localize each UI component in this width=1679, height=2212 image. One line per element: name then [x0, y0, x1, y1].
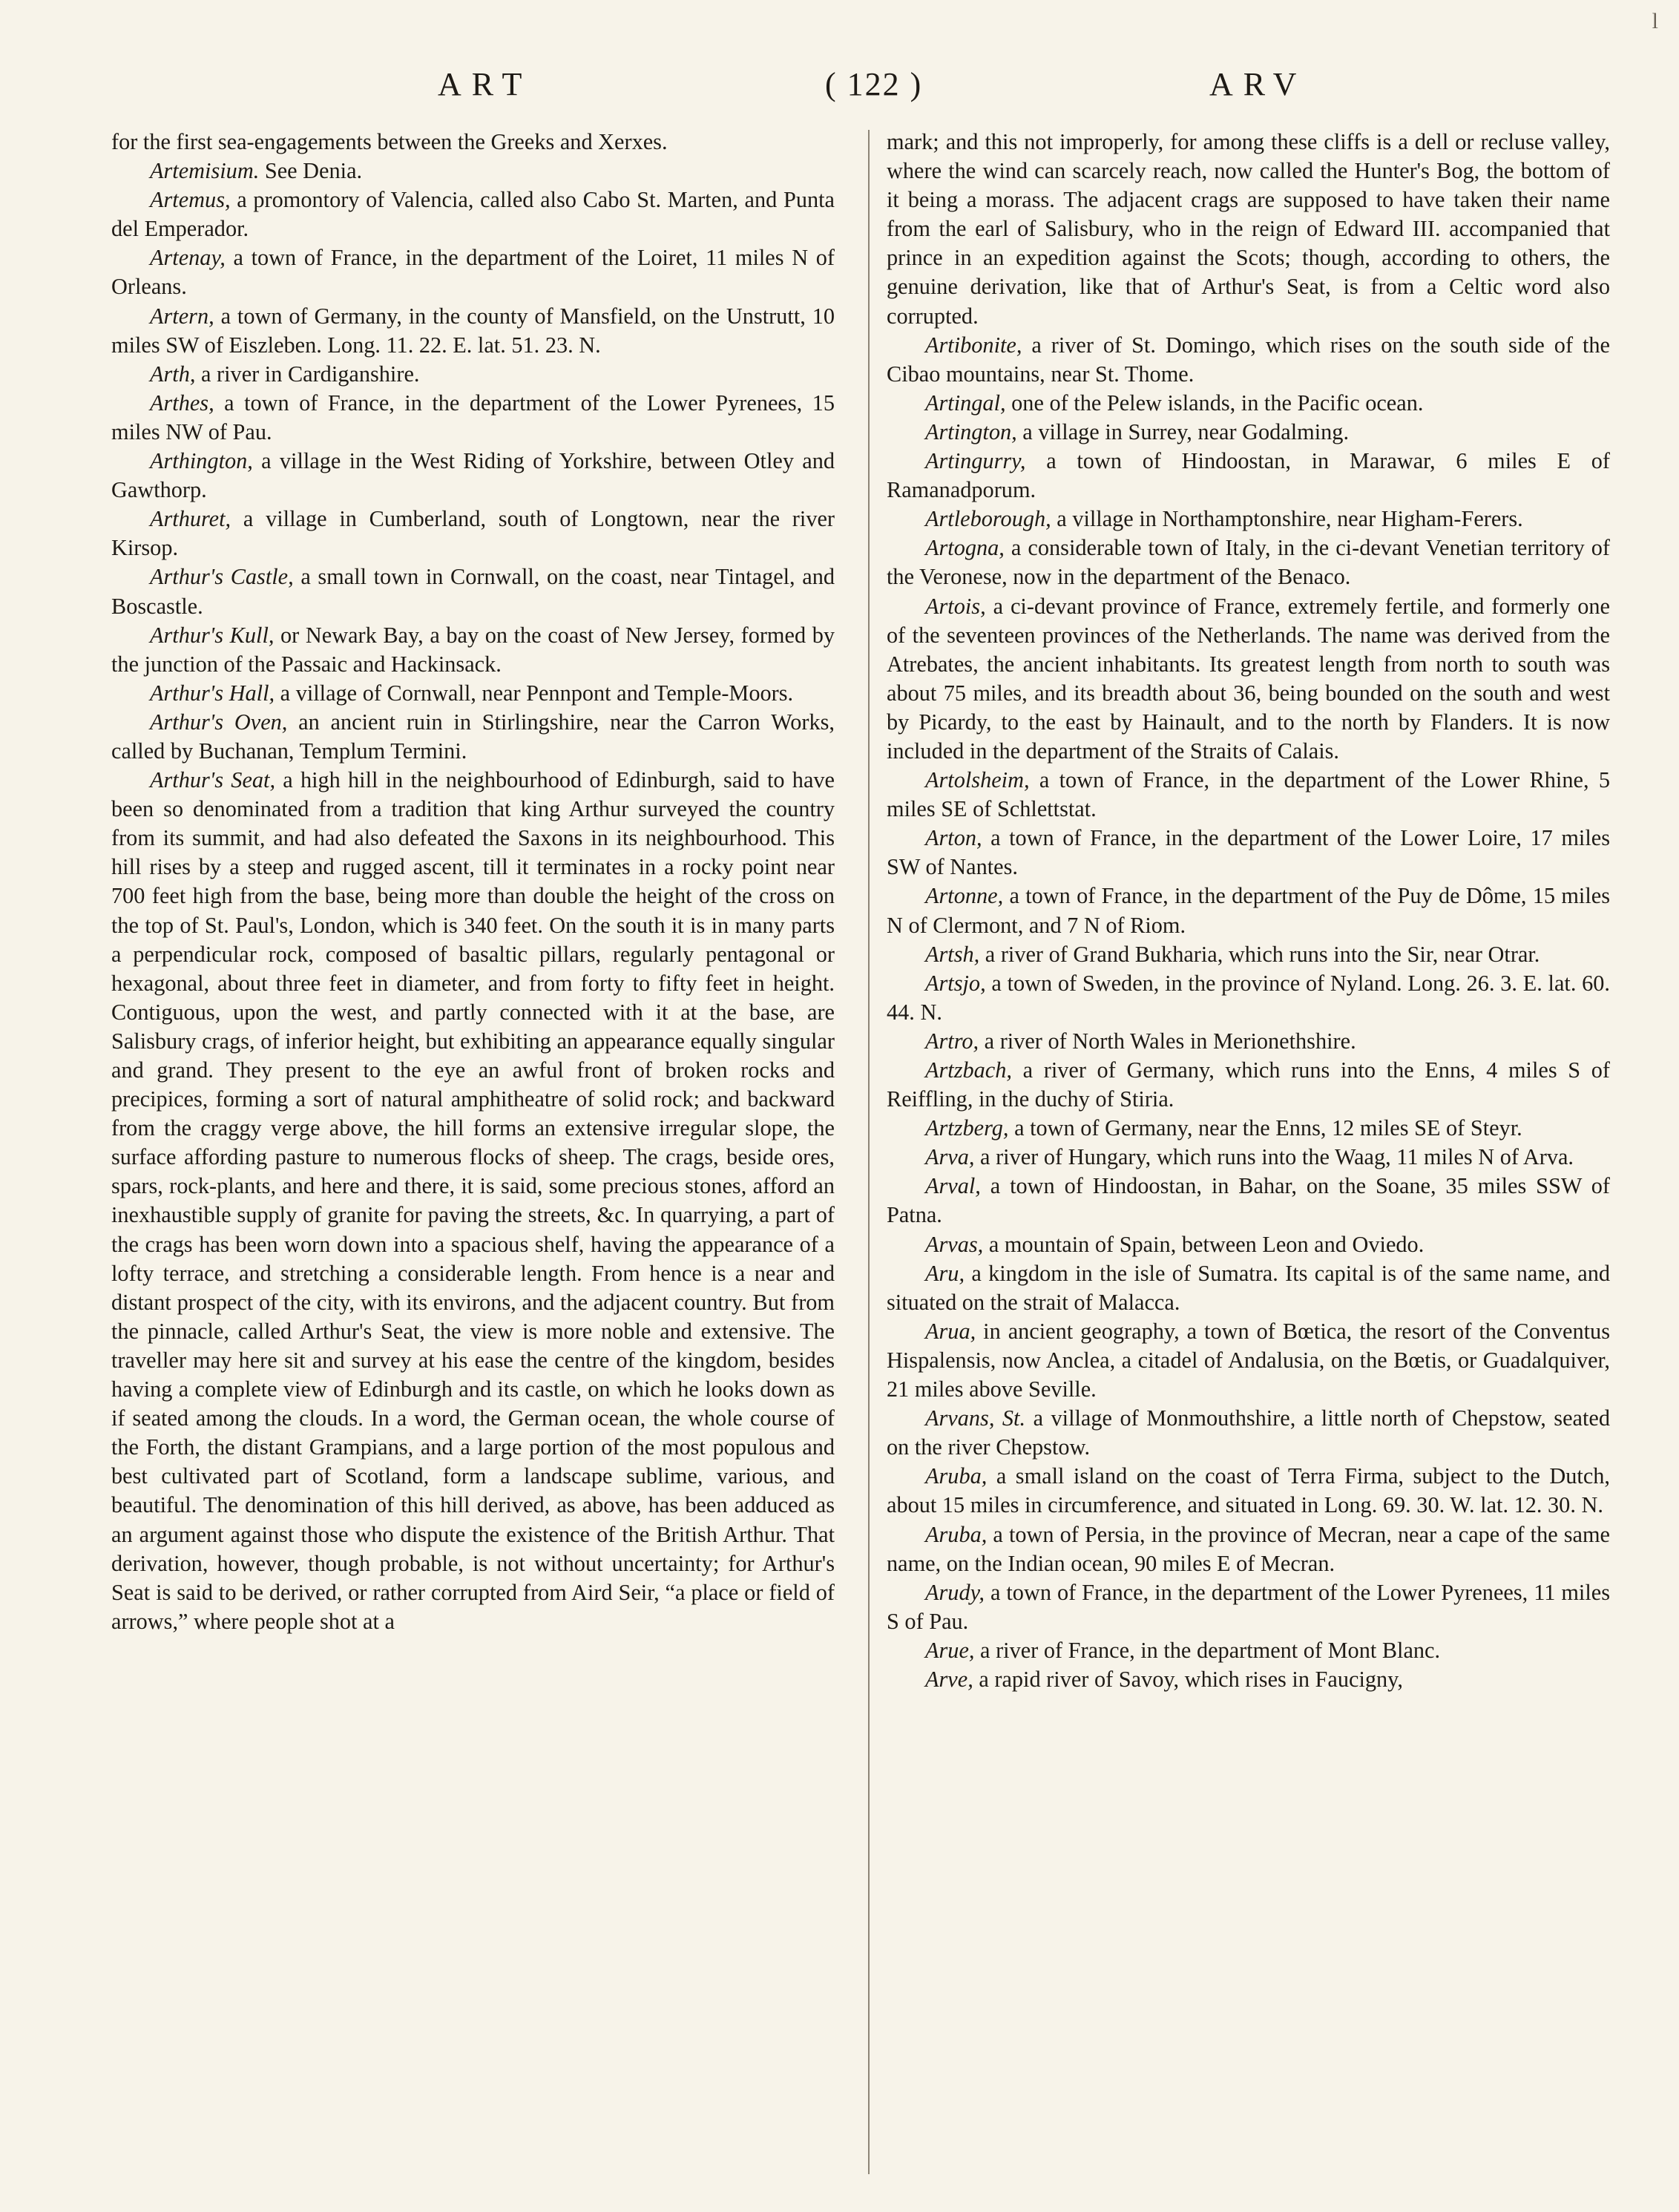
entry-text: a village in Cumberland, south of Longtown, near the river Kirsop. [111, 506, 835, 561]
dictionary-entry [887, 882, 1610, 939]
entry-text: a village in the West Riding of Yorkshire, between Otley and Gawthorp. [111, 448, 835, 503]
dictionary-entry [111, 447, 835, 505]
entry-text: a mountain of Spain, between Leon and Oviedo. [983, 1231, 1425, 1257]
entry-text: a ci-devant province of France, extremely fertile, and formerly one of the seventeen provinces of the Netherlands. The name was derived from the Atrebates, the ancient inhabitants. Its greatest length from north to south was about 75 miles, and its breadth about 36, being bounded on the south and west by Picardy, to the east by Hainault, and to the north by Flanders. It is now included in the department of the Straits of Calais. [887, 593, 1610, 764]
page-edge-mark: l [1652, 9, 1658, 33]
entry-text: for the first sea-engagements between the Greeks and Xerxes. [111, 129, 668, 154]
dictionary-entry [111, 708, 835, 766]
entry-text: a village in Surrey, near Godalming. [1016, 419, 1350, 444]
entry-headword: Artern, [150, 303, 214, 329]
entry-headword: Artibonite, [925, 332, 1022, 358]
entry-continuation [111, 128, 835, 157]
entry-headword: Artro, [925, 1028, 979, 1054]
dictionary-entry [887, 1520, 1610, 1578]
entry-headword: Artogna, [925, 535, 1005, 561]
entry-headword: Artolsheim, [925, 767, 1030, 793]
dictionary-entry [887, 331, 1610, 389]
entry-headword: Arvans, St. [925, 1405, 1026, 1431]
entry-text: a considerable town of Italy, in the ci-devant Venetian territory of the Veronese, now in the department of the Benaco. [887, 535, 1610, 590]
dictionary-entry [887, 1027, 1610, 1056]
entry-headword: Aruba, [925, 1521, 988, 1547]
entry-headword: Artington, [925, 419, 1017, 444]
entry-headword: Artsh, [925, 941, 980, 967]
right-column [887, 128, 1610, 1694]
entry-text: a river of France, in the department of Mont Blanc. [974, 1637, 1441, 1663]
dictionary-entry [111, 505, 835, 562]
entry-headword: Artzbach, [925, 1057, 1012, 1083]
dictionary-entry [887, 592, 1610, 767]
dictionary-entry [887, 418, 1610, 447]
dictionary-entry [887, 1665, 1610, 1694]
dictionary-entry [887, 1404, 1610, 1462]
entry-headword: Aru, [925, 1260, 965, 1286]
entry-headword: Arvas, [925, 1231, 984, 1257]
entry-text: a town of France, in the department of the Lower Pyrenees, 15 miles NW of Pau. [111, 390, 835, 444]
dictionary-entry [887, 1259, 1610, 1317]
entry-text: in ancient geography, a town of Bœtica, the resort of the Conventus Hispalensis, now Anclea, a citadel of Andalusia, on the Bœtis, or Guadalquiver, 21 miles above Seville. [887, 1318, 1610, 1402]
dictionary-entry [111, 186, 835, 243]
entry-text: a town of Persia, in the province of Mecran, near a cape of the same name, on the Indian ocean, 90 miles E of Mecran. [887, 1521, 1610, 1576]
dictionary-entry [887, 1636, 1610, 1665]
entry-text: or Newark Bay, a bay on the coast of New Jersey, formed by the junction of the Passaic and Hackinsack. [111, 622, 835, 677]
dictionary-entry [887, 447, 1610, 505]
entry-text: a river of North Wales in Merionethshire. [979, 1028, 1356, 1054]
entry-text: a town of France, in the department of the Lower Pyrenees, 11 miles S of Pau. [887, 1579, 1610, 1634]
dictionary-entry [111, 562, 835, 620]
entry-headword: Arve, [925, 1666, 973, 1692]
entry-text: a town of Hindoostan, in Marawar, 6 miles E of Ramanadporum. [887, 448, 1610, 503]
entry-text: a town of France, in the department of the Lower Loire, 17 miles SW of Nantes. [887, 825, 1610, 880]
entry-text: mark; and this not improperly, for among these cliffs is a dell or recluse valley, where the wind can scarcely reach, now called the Hunter's Bog, the bottom of it being a morass. The adjacent crags are supposed to have taken their name from the earl of Salisbury, who in the reign of Edward III. accompanied that prince in an expedition against the Scots; though, according to others, the genuine derivation, like that of Arthur's Seat, is from a Celtic word also corrupted. [887, 129, 1610, 329]
dictionary-entry [111, 679, 835, 708]
dictionary-entry [887, 534, 1610, 591]
entry-text: a village of Monmouthshire, a little north of Chepstow, seated on the river Chepstow. [887, 1405, 1611, 1460]
entry-headword: Arton, [925, 825, 982, 851]
entry-text: a promontory of Valencia, called also Cabo St. Marten, and Punta del Emperador. [111, 187, 835, 242]
entry-text: a rapid river of Savoy, which rises in Faucigny, [973, 1666, 1403, 1692]
entry-text: a kingdom in the isle of Sumatra. Its capital is of the same name, and situated on the strait of Malacca. [887, 1260, 1610, 1315]
entry-text: a town of Germany, near the Enns, 12 miles SE of Steyr. [1008, 1115, 1522, 1141]
entry-text: a town of Hindoostan, in Bahar, on the Soane, 35 miles SSW of Patna. [887, 1173, 1610, 1228]
entry-headword: Arthur's Hall, [150, 680, 275, 706]
dictionary-entry [111, 389, 835, 447]
dictionary-entry [887, 766, 1610, 824]
column-divider [868, 130, 870, 2174]
entry-text: a village of Cornwall, near Pennpont and Temple-Moors. [275, 680, 794, 706]
dictionary-entry [887, 1462, 1610, 1520]
entry-headword: Arval, [925, 1173, 981, 1199]
entry-headword: Arthuret, [150, 506, 231, 532]
entry-headword: Arva, [925, 1144, 975, 1170]
dictionary-entry [887, 1317, 1610, 1404]
entry-text: a river of Germany, which runs into the Enns, 4 miles S of Reiffling, in the duchy of Stiria. [887, 1057, 1610, 1112]
entry-text: a small town in Cornwall, on the coast, near Tintagel, and Boscastle. [111, 564, 835, 619]
dictionary-entry [887, 940, 1610, 969]
entry-text: a river of St. Domingo, which rises on the south side of the Cibao mountains, near St. Thome. [887, 332, 1610, 387]
dictionary-entry [111, 766, 835, 1636]
entry-headword: Artenay, [150, 245, 226, 271]
entry-continuation [887, 128, 1610, 331]
dictionary-entry [887, 1143, 1610, 1172]
entry-headword: Artingurry, [925, 448, 1026, 474]
running-head-left: ART [438, 66, 533, 102]
page-number: ( 122 ) [825, 66, 923, 102]
entry-text: a small island on the coast of Terra Firma, subject to the Dutch, about 15 miles in circumference, and situated in Long. 69. 30. W. lat. 12. 30. N. [887, 1463, 1610, 1518]
entry-headword: Arthes, [150, 390, 214, 416]
entry-text: a river of Grand Bukharia, which runs into the Sir, near Otrar. [979, 941, 1540, 967]
dictionary-entry [887, 1230, 1610, 1259]
entry-text: a town of France, in the department of the Puy de Dôme, 15 miles N of Clermont, and 7 N of Riom. [887, 883, 1610, 938]
entry-headword: Artingal, [925, 390, 1006, 416]
dictionary-entry [887, 389, 1610, 418]
entry-headword: Arthur's Castle, [150, 564, 294, 590]
entry-text: a town of France, in the department of the Loiret, 11 miles N of Orleans. [111, 245, 835, 300]
dictionary-entry [887, 1056, 1610, 1114]
entry-headword: Arthur's Seat, [150, 767, 276, 793]
dictionary-entry [111, 243, 835, 301]
entry-headword: Artemus, [150, 187, 231, 213]
entry-text: a village in Northamptonshire, near Higham-Ferers. [1051, 506, 1523, 532]
entry-text: See Denia. [259, 158, 363, 184]
running-head [111, 65, 1573, 110]
dictionary-entry [887, 1172, 1610, 1230]
dictionary-entry [111, 621, 835, 679]
entry-headword: Artois, [925, 593, 986, 619]
entry-headword: Artleborough, [925, 506, 1051, 532]
entry-headword: Arth, [150, 361, 196, 387]
entry-text: a town of Germany, in the county of Mansfield, on the Unstrutt, 10 miles SW of Eiszleben. Long. 11. 22. E. lat. 51. 23. N. [111, 303, 835, 358]
entry-headword: Arthur's Oven, [150, 709, 288, 735]
entry-text: a river of Hungary, which runs into the Waag, 11 miles N of Arva. [974, 1144, 1574, 1170]
entry-headword: Artemisium. [150, 158, 260, 184]
entry-text: a town of Sweden, in the province of Nyland. Long. 26. 3. E. lat. 60. 44. N. [887, 970, 1610, 1025]
entry-text: one of the Pelew islands, in the Pacific ocean. [1005, 390, 1424, 416]
dictionary-entry [887, 1114, 1610, 1143]
dictionary-entry [887, 505, 1610, 534]
dictionary-entry [887, 1578, 1610, 1636]
dictionary-entry [887, 824, 1610, 882]
entry-text: a high hill in the neighbourhood of Edinburgh, said to have been so denominated from a tradition that king Arthur surveyed the country from its summit, and had also defeated the Saxons in its neighbourhood. This hill rises by a steep and rugged ascent, till it terminates in a rocky point near 700 feet high from the base, being more than double the height of the cross on the top of St. Paul's, London, which is 340 feet. On the south it is in many parts a perpendicular rock, composed of basaltic pillars, regularly pentagonal or hexagonal, about three feet in diameter, and from forty to fifty feet in height. Contiguous, upon the west, and partly connected with it at the base, are Salisbury crags, of inferior height, but exhibiting an appearance equally singular and grand. They present to the eye an awful front of broken rocks and precipices, forming a sort of natural amphitheatre of solid rock; and backward from the craggy verge above, the hill forms an extensive irregular slope, the surface affording pasture to numerous flocks of sheep. The crags, beside ores, spars, rock-plants, and here and there, it is said, some precious stones, afford an inexhaustible supply of granite for paving the streets, &c. In quarrying, a part of the crags has been worn down into a spacious shelf, having the appearance of a lofty terrace, and stretching a considerable length. From hence is a near and distant prospect of the city, with its environs, and the adjacent country. But from the pinnacle, called Arthur's Seat, the view is more noble and extensive. The traveller may here sit and survey at his ease the centre of the kingdom, besides having a complete view of Edinburgh and its castle, on which he looks down as if seated among the clouds. In a word, the German ocean, the whole course of the Forth, the distant Grampians, and a large portion of the most populous and best cultivated part of Scotland, form a landscape sublime, various, and beautiful. The denomination of this hill derived, as above, has been adduced as an argument against those who dispute the existence of the British Arthur. That derivation, however, though probable, is not without uncertainty; for Arthur's Seat is said to be derived, or rather corrupted from Aird Seir, “a place or field of arrows,” where people shot at a [111, 767, 835, 1634]
entry-headword: Arthington, [150, 448, 253, 474]
entry-headword: Arua, [925, 1318, 976, 1344]
entry-text: an ancient ruin in Stirlingshire, near the Carron Works, called by Buchanan, Templum Termini. [111, 709, 835, 764]
dictionary-entry [111, 157, 835, 186]
dictionary-entry [111, 360, 835, 389]
entry-headword: Artonne, [925, 883, 1004, 909]
entry-headword: Arudy, [925, 1579, 985, 1605]
dictionary-entry [887, 969, 1610, 1027]
entry-text: a river in Cardiganshire. [195, 361, 420, 387]
entry-headword: Aruba, [925, 1463, 988, 1489]
entry-headword: Artzberg, [925, 1115, 1009, 1141]
entry-headword: Arthur's Kull, [150, 622, 275, 648]
entry-text: a town of France, in the department of the Lower Rhine, 5 miles SE of Schlettstat. [887, 767, 1610, 822]
left-column [111, 128, 835, 1636]
dictionary-entry [111, 302, 835, 360]
entry-headword: Arue, [925, 1637, 975, 1663]
entry-headword: Artsjo, [925, 970, 986, 996]
running-head-right: ARV [1209, 66, 1307, 102]
